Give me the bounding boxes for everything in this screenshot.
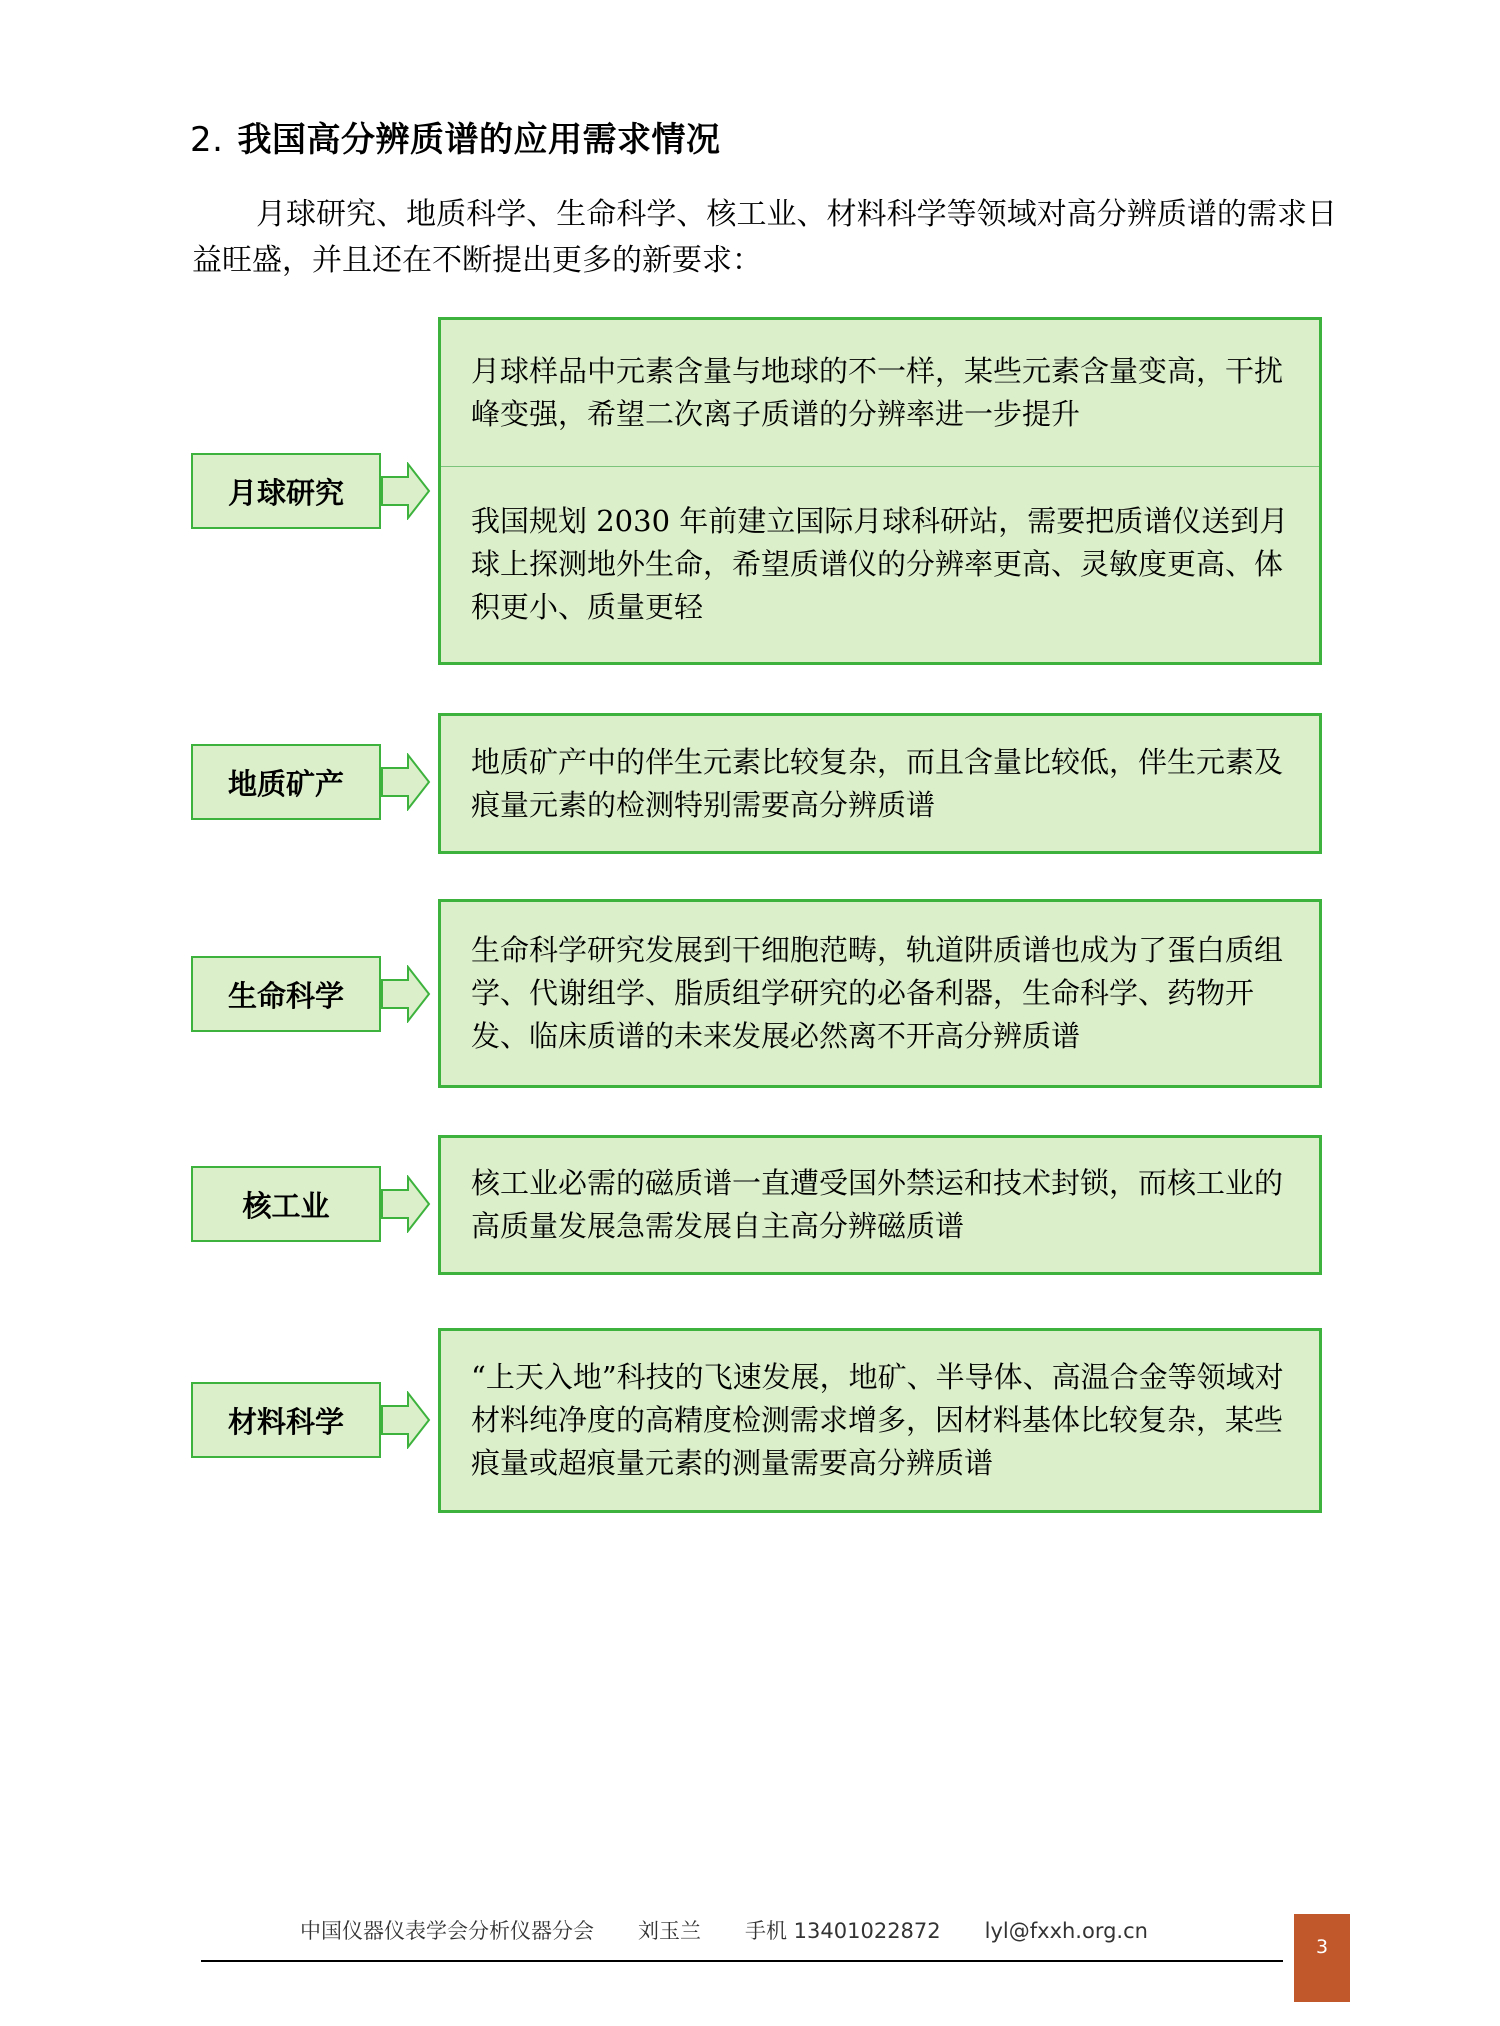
footer-email[interactable]: lyl@fxxh.org.cn (984, 1919, 1148, 1943)
page-number-badge: 3 (1294, 1914, 1350, 2002)
label-nuclear-industry: 核工业 (191, 1166, 381, 1242)
footer-phone: 手机 13401022872 (745, 1919, 941, 1943)
content-cell (441, 1138, 1319, 1272)
content-box-life-science (438, 899, 1322, 1088)
content-box-nuclear-industry (438, 1135, 1322, 1275)
content-text: 核工业必需的磁质谱一直遭受国外禁运和技术封锁，而核工业的高质量发展急需发展自主高分辨磁质谱 (471, 1166, 1284, 1243)
content-box-materials-science (438, 1328, 1322, 1513)
content-cell (441, 320, 1319, 466)
arrow-right-icon (381, 1175, 431, 1233)
content-box-lunar-research (438, 317, 1322, 665)
footer-org: 中国仪器仪表学会分析仪器分会 (300, 1919, 594, 1943)
content-cell (441, 1331, 1319, 1510)
section-title: 我国高分辨质谱的应用需求情况 (237, 120, 721, 160)
content-cell (441, 716, 1319, 851)
content-text: “上天入地”科技的飞速发展，地矿、半导体、高温合金等领域对材料纯净度的高精度检测需求增多，因材料基体比较复杂，某些痕量或超痕量元素的测量需要高分辨质谱 (471, 1360, 1284, 1480)
arrow-right-icon (381, 1391, 431, 1449)
label-life-science: 生命科学 (191, 956, 381, 1032)
intro-paragraph: 月球研究、地质科学、生命科学、核工业、材料科学等领域对高分辨质谱的需求日益旺盛，并且还在不断提出更多的新要求： (192, 197, 1337, 278)
section-heading (190, 112, 720, 161)
label-lunar-research: 月球研究 (191, 453, 381, 529)
label-materials-science: 材料科学 (191, 1382, 381, 1458)
content-text: 月球样品中元素含量与地球的不一样，某些元素含量变高，干扰峰变强，希望二次离子质谱的分辨率进一步提升 (471, 354, 1284, 431)
content-cell (441, 467, 1319, 662)
footer-person: 刘玉兰 (638, 1919, 701, 1943)
arrow-right-icon (381, 753, 431, 811)
footer-divider (201, 1960, 1283, 1962)
content-box-geology-minerals (438, 713, 1322, 854)
content-text: 地质矿产中的伴生元素比较复杂，而且含量比较低，伴生元素及痕量元素的检测特别需要高分辨质谱 (471, 744, 1284, 822)
label-geology-minerals: 地质矿产 (191, 744, 381, 820)
content-cell (441, 902, 1319, 1085)
footer-contact (300, 1915, 1192, 1945)
arrow-right-icon (381, 462, 431, 520)
arrow-right-icon (381, 965, 431, 1023)
content-text: 生命科学研究发展到干细胞范畴，轨道阱质谱也成为了蛋白质组学、代谢组学、脂质组学研究的必备利器，生命科学、药物开发、临床质谱的未来发展必然离不开高分辨质谱 (471, 933, 1284, 1053)
content-text: 我国规划 2030 年前建立国际月球科研站，需要把质谱仪送到月球上探测地外生命，希望质谱仪的分辨率更高、灵敏度更高、体积更小、质量更轻 (471, 504, 1289, 624)
section-number: 2. (190, 120, 224, 160)
